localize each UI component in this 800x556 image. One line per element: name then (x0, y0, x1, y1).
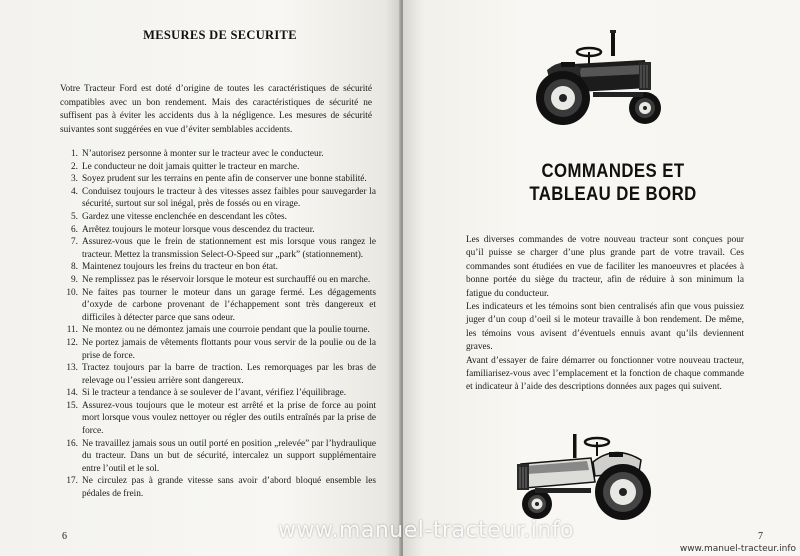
tractor-illustration-bottom (515, 428, 659, 522)
controls-paragraph-3: Avant d’essayer de faire démarrer ou fonctionner votre nouveau tracteur, familiarisez-vous avec l’emplacement et la fonction de chaque commande et indicateur à l’aide des descriptions données aux pages qui suivent. (466, 355, 744, 393)
safety-rule-number: 12. (66, 337, 78, 348)
safety-rule-number: 10. (66, 287, 78, 298)
controls-title-line1: COMMANDES ET (541, 160, 685, 182)
tractor-illustration-top (533, 30, 667, 130)
safety-rule-item (60, 324, 376, 337)
safety-rule-text: Assurez-vous toujours que le moteur est arrêté et la prise de force au point mort lorsque vous voulez nettoyer ou régler des outils entraînés par la prise de force. (82, 400, 376, 437)
controls-title-line2: TABLEAU DE BORD (529, 183, 697, 205)
site-watermark: www.manuel-tracteur.info (278, 518, 574, 543)
safety-rule-text: Ne faites pas tourner le moteur dans un garage fermé. Les dégagements d’oxyde de carbone provenant de l’échappement sont très dangereux et difficiles à détecter parce que sans odeur. (82, 287, 376, 323)
safety-rule-item (60, 161, 376, 174)
controls-paragraph-1: Les diverses commandes de votre nouveau tracteur sont conçues pour qu’il puisse se charger d’une plus grande part de votre travail. Ces commandes sont étudiées en vue de faciliter les manoeuvres et placées à bonne portée du siège du tracteur, afin de réduire à son minimum la fatigue du conducteur. (466, 235, 744, 299)
safety-rule-text: Maintenez toujours les freins du tracteur en bon état. (82, 262, 278, 273)
safety-rule-item (60, 224, 376, 237)
safety-rule-item (60, 261, 376, 274)
safety-rule-item (60, 438, 376, 476)
safety-rule-item (60, 337, 376, 362)
controls-text (466, 234, 744, 395)
right-page (403, 0, 800, 556)
safety-rule-number: 4. (71, 186, 78, 197)
safety-rule-item (60, 274, 376, 287)
controls-paragraph-2: Les indicateurs et les témoins sont bien centralisés afin que vous puissiez juger d’un coup d’oeil si le moteur travaille à bon rendement. De même, les témoins vous avisent d’éventuels ennuis avant qu’ils deviennent graves. (466, 302, 744, 353)
safety-rule-text: Le conducteur ne doit jamais quitter le tracteur en marche. (82, 161, 300, 172)
safety-rule-number: 9. (71, 274, 78, 285)
safety-rule-number: 2. (71, 161, 78, 172)
safety-rule-number: 3. (71, 174, 78, 185)
safety-rule-text: Tractez toujours par la barre de traction. Les remorquages par les bras de relevage ou l’essieu arrière sont dangereux. (82, 363, 376, 386)
safety-rule-item (60, 287, 376, 325)
safety-rule-item (60, 186, 376, 211)
safety-rule-number: 16. (66, 438, 78, 449)
page-number-left: 6 (62, 531, 67, 542)
safety-rule-number: 1. (71, 149, 78, 159)
safety-rule-text: Ne circulez pas à grande vitesse sans avoir d’abord bloqué ensemble les pédales de frein. (82, 476, 376, 500)
safety-rule-item (60, 173, 376, 186)
safety-rule-item (60, 211, 376, 224)
safety-rule-number: 14. (66, 388, 78, 399)
safety-rule-text: Ne remplissez pas le réservoir lorsque le moteur est surchauffé ou en marche. (82, 274, 371, 285)
controls-title (484, 160, 742, 206)
safety-rule-number: 15. (66, 400, 78, 411)
site-watermark-small: www.manuel-tracteur.info (679, 544, 796, 554)
safety-rule-number: 13. (66, 363, 78, 374)
safety-rule-text: Ne montez ou ne démontez jamais une courroie pendant que la poulie tourne. (82, 325, 370, 336)
safety-rule-number: 17. (66, 476, 78, 487)
safety-rule-number: 8. (71, 262, 78, 273)
safety-rules-list (60, 148, 376, 501)
page-number-right: 7 (758, 531, 763, 542)
safety-rule-item (60, 236, 376, 261)
safety-rule-text: Soyez prudent sur les terrains en pente afin de conserver une bonne stabilité. (82, 174, 367, 185)
safety-rule-item (60, 148, 376, 161)
safety-rule-number: 7. (71, 237, 78, 248)
safety-rule-text: Ne travaillez jamais sous un outil porté en position „relevée” par l’hydraulique du tracteur. Dans un but de sécurité, intercalez un support supplémentaire entre l’outil et le sol. (82, 438, 376, 474)
safety-rule-text: Ne portez jamais de vêtements flottants pour vous servir de la poulie ou de la prise de force. (82, 337, 376, 361)
safety-rule-item (60, 475, 376, 500)
safety-rule-number: 5. (71, 211, 78, 222)
safety-intro: Votre Tracteur Ford est doté d’origine de toutes les caractéristiques de sécurité compatibles avec un bon rendement. Mais des caractéristiques de sécurité ne suffisent pas à éviter les accidents dus à la négligence. Les mesures de sécurité suivantes sont suggérées en vue d’éviter semblables accidents. (60, 84, 372, 135)
safety-heading: MESURES DE SECURITE (143, 28, 297, 42)
safety-rule-text: Assurez-vous que le frein de stationnement est mis lorsque vous rangez le tracteur. Mettez la transmission Select-O-Speed sur „park” (stationnement). (82, 237, 376, 260)
safety-rule-number: 6. (71, 224, 78, 235)
safety-rule-item (60, 400, 376, 438)
safety-rule-item (60, 387, 376, 400)
safety-rule-number: 11. (66, 325, 78, 336)
safety-rule-text: Gardez une vitesse enclenchée en descendant les côtes. (82, 211, 287, 222)
safety-rule-text: Conduisez toujours le tracteur à des vitesses assez faibles pour sauvegarder la sécurité, surtout sur sol inégal, près de fossés ou en virage. (82, 186, 376, 210)
safety-rule-text: N’autorisez personne à monter sur le tracteur avec le conducteur. (82, 149, 324, 159)
safety-rule-item (60, 362, 376, 387)
safety-rule-text: Si le tracteur a tendance à se soulever de l’avant, vérifiez l’équilibrage. (82, 388, 347, 399)
safety-rule-text: Arrêtez toujours le moteur lorsque vous descendez du tracteur. (82, 224, 315, 235)
